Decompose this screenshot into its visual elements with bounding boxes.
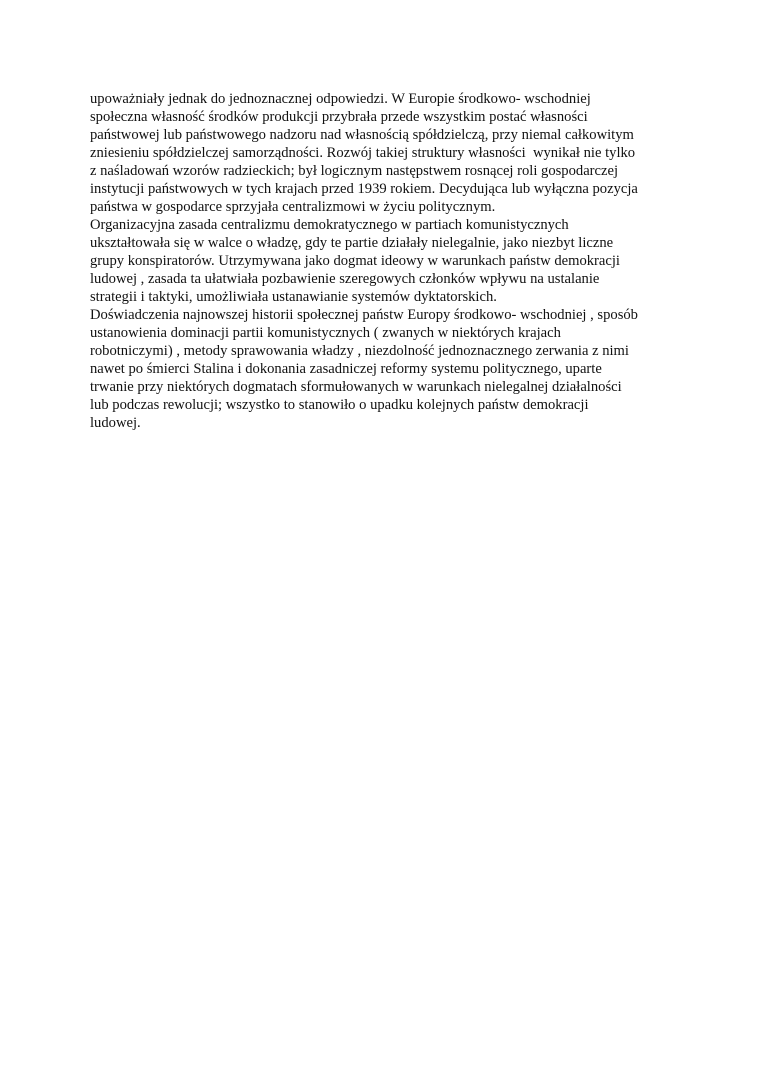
text-line: trwanie przy niektórych dogmatach sformułowanych w warunkach nielegalnej działalności xyxy=(90,379,622,395)
text-line: społeczna własność środków produkcji przybrała przede wszystkim postać własności xyxy=(90,109,588,125)
text-line: zniesieniu spółdzielczej samorządności. Rozwój takiej struktury własności wynikał nie tylko xyxy=(90,145,636,161)
text-line: Organizacyjna zasada centralizmu demokratycznego w partiach komunistycznych xyxy=(90,217,569,233)
text-line: grupy konspiratorów. Utrzymywana jako dogmat ideowy w warunkach państw demokracji xyxy=(90,253,620,269)
text-line: lub podczas rewolucji; wszystko to stanowiło o upadku kolejnych państw demokracji xyxy=(90,397,589,413)
text-line: państwowej lub państwowego nadzoru nad własnością spółdzielczą, przy niemal całkowitym xyxy=(90,127,634,143)
body-text xyxy=(90,90,680,432)
text-line: ludowej , zasada ta ułatwiała pozbawienie szeregowych członków wpływu na ustalanie xyxy=(90,271,600,287)
text-line: nawet po śmierci Stalina i dokonania zasadniczej reformy systemu politycznego, uparte xyxy=(90,361,602,377)
text-line: ludowej. xyxy=(90,415,141,431)
text-line: instytucji państwowych w tych krajach przed 1939 rokiem. Decydująca lub wyłączna pozycja xyxy=(90,181,638,197)
text-line: z naśladowań wzorów radzieckich; był logicznym następstwem rosnącej roli gospodarczej xyxy=(90,163,619,179)
text-line: ustanowienia dominacji partii komunistycznych ( zwanych w niektórych krajach xyxy=(90,325,561,341)
text-line: Doświadczenia najnowszej historii społecznej państw Europy środkowo- wschodniej , sposób xyxy=(90,307,638,323)
text-line: państwa w gospodarce sprzyjała centralizmowi w życiu politycznym. xyxy=(90,199,496,215)
text-line: upoważniały jednak do jednoznacznej odpowiedzi. W Europie środkowo- wschodniej xyxy=(90,91,591,107)
text-line: ukształtowała się w walce o władzę, gdy te partie działały nielegalnie, jako niezbyt liczne xyxy=(90,235,614,251)
text-line: robotniczymi) , metody sprawowania władzy , niezdolność jednoznacznego zerwania z nimi xyxy=(90,343,629,359)
text-line: strategii i taktyki, umożliwiała ustanawianie systemów dyktatorskich. xyxy=(90,289,497,305)
